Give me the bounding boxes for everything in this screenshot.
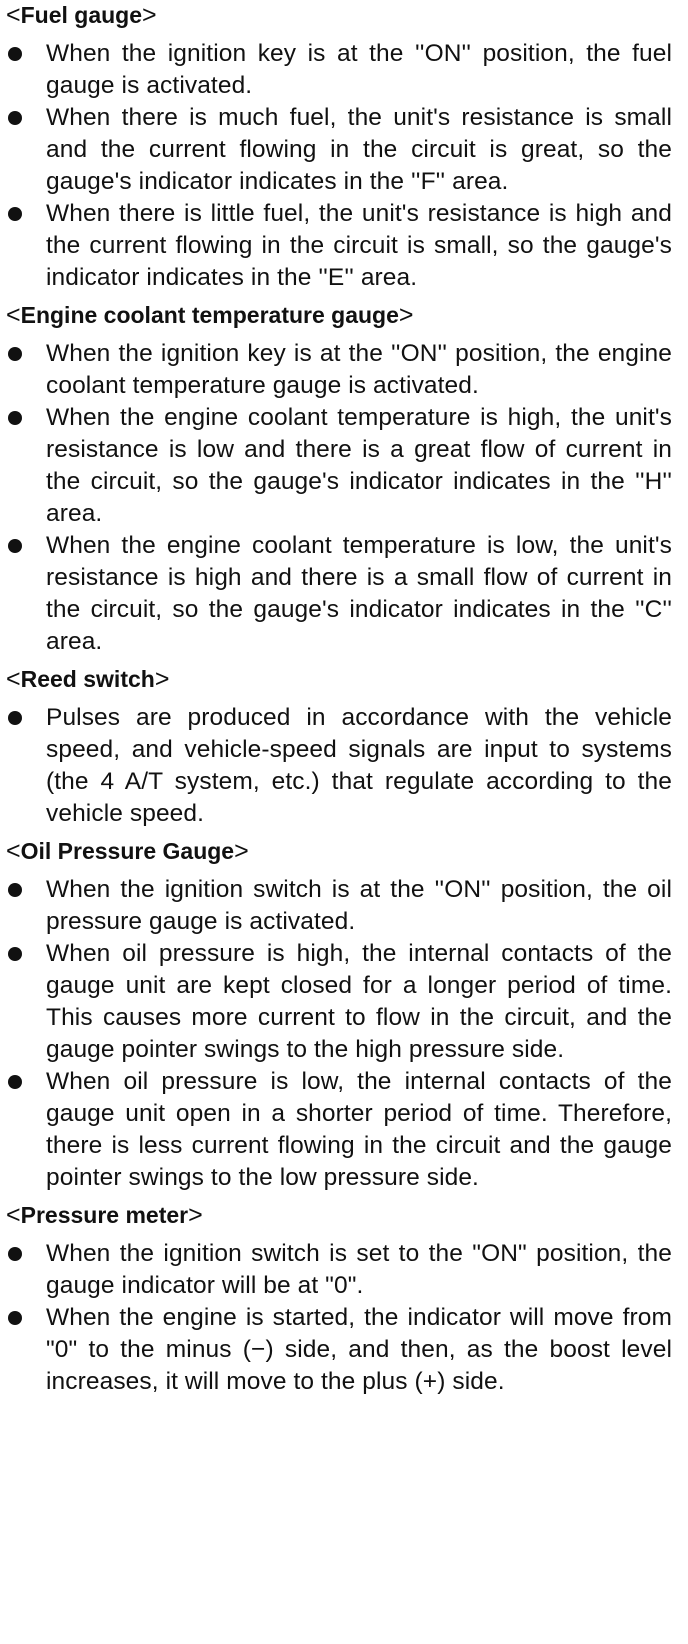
list-item xyxy=(6,1238,672,1302)
section-heading xyxy=(6,664,672,694)
close-bracket: > xyxy=(234,837,249,865)
open-bracket: < xyxy=(6,301,21,329)
section-oil-pressure-gauge xyxy=(6,836,672,1200)
bullet-list xyxy=(6,874,672,1194)
list-item xyxy=(6,1066,672,1194)
bullet-dot-icon xyxy=(8,47,22,61)
close-bracket: > xyxy=(188,1201,203,1229)
section-title: Engine coolant temperature gauge xyxy=(20,302,399,328)
bullet-dot-icon xyxy=(8,1075,22,1089)
list-item xyxy=(6,102,672,198)
bullet-list xyxy=(6,38,672,294)
section-heading xyxy=(6,300,672,330)
list-item xyxy=(6,402,672,530)
section-engine-coolant-temperature-gauge xyxy=(6,300,672,664)
list-item xyxy=(6,38,672,102)
list-item xyxy=(6,338,672,402)
list-item-text: When the ignition key is at the ''ON'' position, the engine coolant temperature gauge is activated. xyxy=(46,340,672,399)
bullet-dot-icon xyxy=(8,883,22,897)
list-item-text: When the ignition switch is set to the "ON" position, the gauge indicator will be at "0". xyxy=(46,1240,672,1299)
bullet-dot-icon xyxy=(8,111,22,125)
section-title: Oil Pressure Gauge xyxy=(20,838,235,864)
bullet-dot-icon xyxy=(8,207,22,221)
section-title: Reed switch xyxy=(20,666,155,692)
list-item-text: When oil pressure is low, the internal contacts of the gauge unit open in a shorter period of time. Therefore, there is less current flowing in the circuit and the gauge pointer swings to the low pressure side. xyxy=(46,1068,672,1191)
close-bracket: > xyxy=(398,301,414,329)
open-bracket: < xyxy=(6,1201,21,1229)
bullet-dot-icon xyxy=(8,539,22,553)
list-item xyxy=(6,1302,672,1398)
list-item-text: Pulses are produced in accordance with the vehicle speed, and vehicle-speed signals are input to systems (the 4 A/T system, etc.) that regulate according to the vehicle speed. xyxy=(46,704,672,827)
list-item xyxy=(6,874,672,938)
section-title: Pressure meter xyxy=(20,1202,189,1228)
section-fuel-gauge xyxy=(6,0,672,300)
section-reed-switch xyxy=(6,664,672,836)
list-item xyxy=(6,198,672,294)
section-title: Fuel gauge xyxy=(20,2,143,28)
list-item-text: When the ignition switch is at the ''ON'' position, the oil pressure gauge is activated. xyxy=(46,876,672,935)
list-item-text: When the engine is started, the indicator will move from "0" to the minus (−) side, and then, as the boost level increases, it will move to the plus (+) side. xyxy=(46,1304,672,1395)
bullet-dot-icon xyxy=(8,711,22,725)
open-bracket: < xyxy=(6,837,21,865)
list-item xyxy=(6,938,672,1066)
list-item-text: When the ignition key is at the ''ON'' position, the fuel gauge is activated. xyxy=(46,40,672,99)
list-item-text: When the engine coolant temperature is low, the unit's resistance is high and there is a small flow of current in the circuit, so the gauge's indicator indicates in the ''C'' area. xyxy=(46,532,672,655)
list-item xyxy=(6,702,672,830)
bullet-dot-icon xyxy=(8,947,22,961)
bullet-dot-icon xyxy=(8,1247,22,1261)
list-item xyxy=(6,530,672,658)
bullet-list xyxy=(6,1238,672,1398)
bullet-dot-icon xyxy=(8,411,22,425)
open-bracket: < xyxy=(6,1,21,29)
list-item-text: When the engine coolant temperature is high, the unit's resistance is low and there is a great flow of current in the circuit, so the gauge's indicator indicates in the ''H'' area. xyxy=(46,404,672,527)
list-item-text: When oil pressure is high, the internal contacts of the gauge unit are kept closed for a longer period of time. This causes more current to flow in the circuit, and the gauge pointer swings to the high pressure side. xyxy=(46,940,672,1063)
list-item-text: When there is little fuel, the unit's resistance is high and the current flowing in the circuit is small, so the gauge's indicator indicates in the ''E'' area. xyxy=(46,200,672,291)
section-heading xyxy=(6,0,672,30)
bullet-list xyxy=(6,338,672,658)
list-item-text: When there is much fuel, the unit's resistance is small and the current flowing in the circuit is great, so the gauge's indicator indicates in the ''F'' area. xyxy=(46,104,672,195)
bullet-dot-icon xyxy=(8,347,22,361)
close-bracket: > xyxy=(154,665,170,693)
section-heading xyxy=(6,1200,672,1230)
section-heading xyxy=(6,836,672,866)
open-bracket: < xyxy=(6,665,21,693)
close-bracket: > xyxy=(142,1,157,29)
bullet-list xyxy=(6,702,672,830)
section-pressure-meter xyxy=(6,1200,672,1398)
bullet-dot-icon xyxy=(8,1311,22,1325)
